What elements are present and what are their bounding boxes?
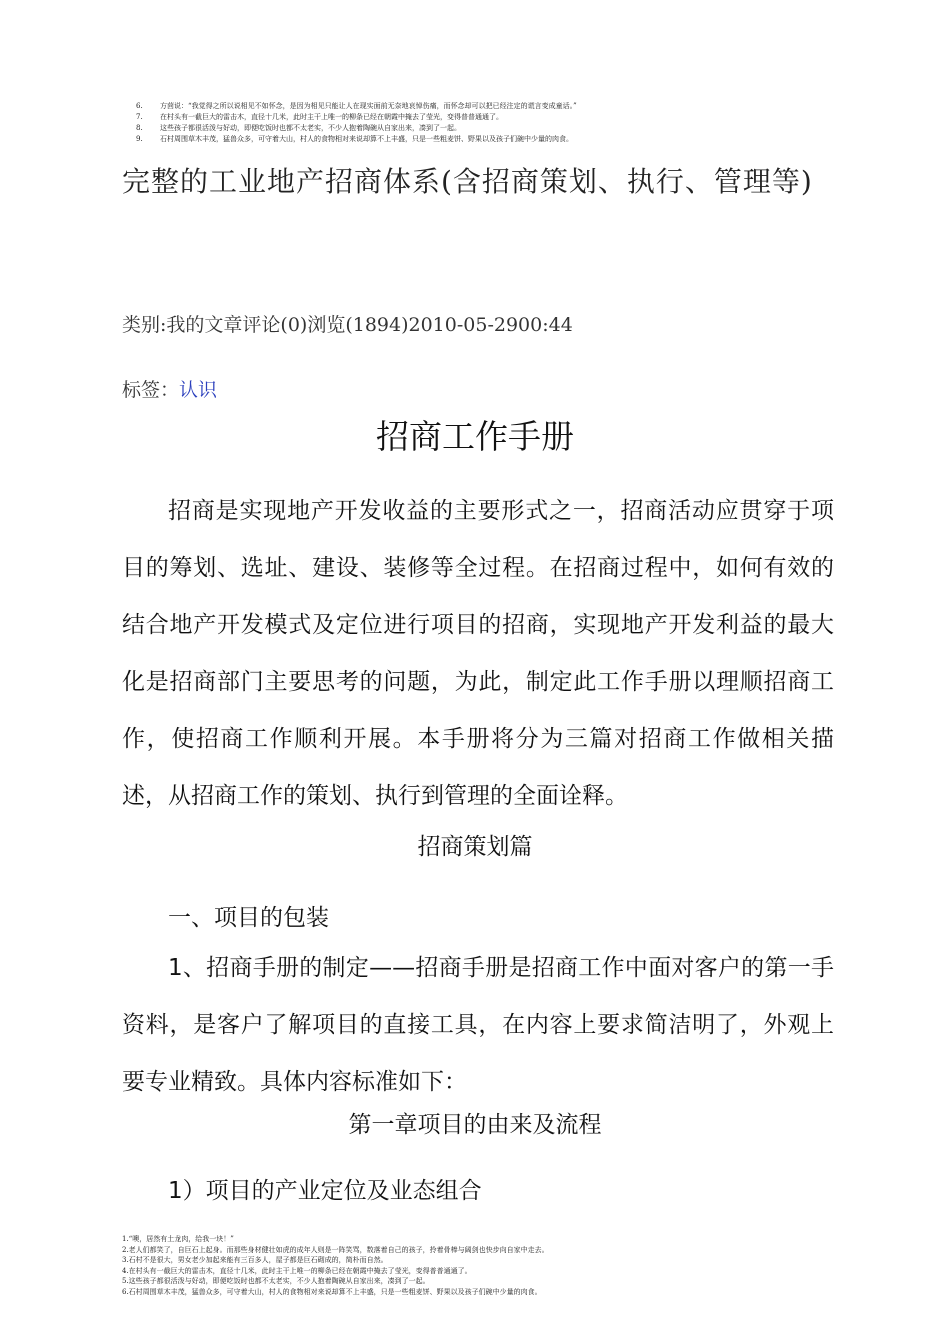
top-note-text: 方茴说：“我觉得之所以说相见不如怀念，是因为相见只能让人在现实面前无奈地哀悼伤痛，而怀念却可以把已经注定的谎言变成童话。” (160, 102, 577, 110)
tags-label: 标签： (122, 379, 180, 401)
top-note-number: 8. (136, 124, 143, 132)
top-note-number: 7. (136, 113, 143, 121)
body-paragraph: 1、招商手册的制定——招商手册是招商工作中面对客户的第一手资料，是客户了解项目的直接工具，在内容上要求简洁明了，外观上要专业精致。具体内容标准如下： (122, 955, 834, 1095)
top-note-number: 6. (136, 102, 143, 110)
top-notes (136, 101, 836, 145)
article-tags (122, 375, 217, 402)
top-note-text: 在村头有一截巨大的雷击木，直径十几米，此时主干上唯一的柳条已经在朝霞中掩去了莹光，变得普普通通了。 (160, 113, 503, 121)
footnote: 4.在村头有一截巨大的雷击木，直径十几米，此时主干上唯一的柳条已经在朝霞中掩去了莹光，变得普普通通了。 (122, 1266, 472, 1275)
intro-paragraph: 招商是实现地产开发收益的主要形式之一，招商活动应贯穿于项目的筹划、选址、建设、装修等全过程。在招商过程中，如何有效的结合地产开发模式及定位进行项目的招商，实现地产开发利益的最大化是招商部门主要思考的问题，为此，制定此工作手册以理顺招商工作，使招商工作顺利开展。本手册将分为三篇对招商工作做相关描述，从招商工作的策划、执行到管理的全面诠释。 (122, 498, 834, 809)
top-note (136, 101, 836, 112)
footnote: 1.“噢，居然有土龙肉，给我一块！” (122, 1235, 234, 1243)
footnotes (122, 1234, 822, 1297)
article-title: 完整的工业地产招商体系(含招商策划、执行、管理等) (122, 165, 813, 198)
top-note (136, 123, 836, 134)
footnote: 5.这些孩子都很活泼与好动，即便吃饭时也都不太老实，不少人抱着陶碗从自家出来，凑到了一起。 (122, 1277, 430, 1285)
top-note-number: 9. (136, 135, 143, 143)
top-note (136, 112, 836, 123)
manual-title: 招商工作手册 (376, 417, 574, 456)
tag-link[interactable]: 认识 (179, 379, 218, 401)
top-note-text: 石村周围草木丰茂，猛兽众多，可守着大山，村人的食物相对来说却算不上丰盛，只是一些粗麦饼、野果以及孩子们碗中少量的肉食。 (160, 135, 573, 143)
footnote: 2.老人们都笑了，自巨石上起身。而那些身材健壮如虎的成年人则是一阵笑骂，数落着自己的孩子，拎着骨棒与阔剑也快步向自家中走去。 (122, 1245, 549, 1254)
section-heading: 招商策划篇 (417, 834, 533, 860)
footnote: 6.石村周围草木丰茂，猛兽众多，可守着大山，村人的食物相对来说却算不上丰盛，只是一些粗麦饼、野果以及孩子们碗中少量的肉食。 (122, 1287, 542, 1296)
chapter-heading: 第一章项目的由来及流程 (348, 1112, 602, 1138)
top-note-text: 这些孩子都很活泼与好动，即便吃饭时也都不太老实，不少人抱着陶碗从自家出来，凑到了一起。 (160, 124, 461, 132)
sub-heading: 1）项目的产业定位及业态组合 (168, 1178, 482, 1204)
top-note (136, 134, 836, 145)
article-meta: 类别:我的文章评论(0)浏览(1894)2010-05-2900:44 (122, 314, 573, 336)
footnote: 3.石村不是很大，男女老少加起来能有三百多人，屋子都是巨石砌成的，简朴而自然。 (122, 1256, 388, 1264)
item-heading: 一、项目的包装 (168, 905, 329, 931)
